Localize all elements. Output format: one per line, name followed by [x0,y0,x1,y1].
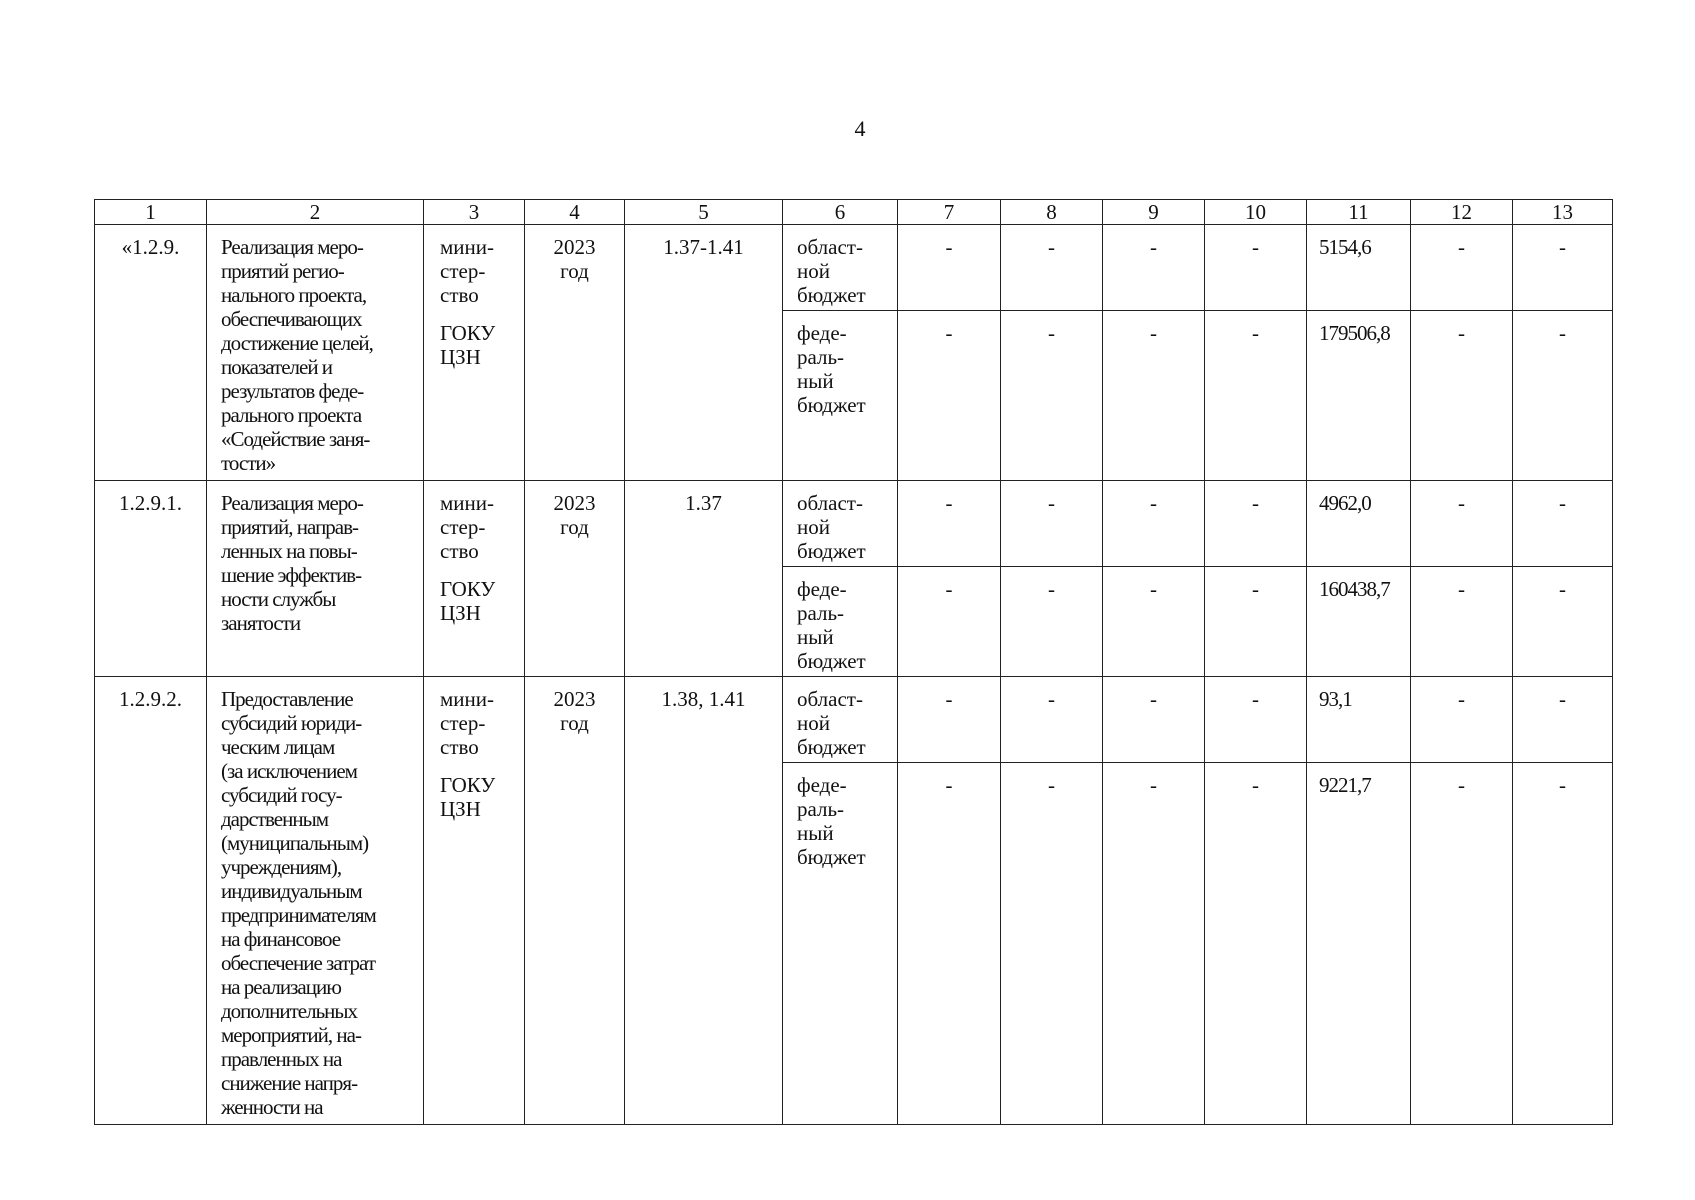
value-c8: - [1001,763,1103,1125]
table-row [95,225,1613,311]
measure-number-text: 1.2.9.2. [119,687,182,711]
measure-name-line: индивидуальным [221,879,362,903]
executor-line: ГОКУ [440,773,496,797]
funding-source [783,481,898,567]
value-c10: - [1205,763,1307,1125]
executor-line: ГОКУ [440,577,496,601]
funding-source-line: раль- [797,345,845,369]
value-c10: - [1205,311,1307,481]
period-line: год [560,259,589,283]
period [525,677,625,1125]
executor [424,481,525,677]
funding-source-line: област- [797,235,863,259]
value-c11: 179506,8 [1307,311,1411,481]
measure-name-line: занятости [221,611,301,635]
executor-line: ЦЗН [440,601,481,625]
executor-line: стер- [440,259,486,283]
executor-secondary [440,773,520,821]
funding-source-line: ной [797,259,830,283]
measure-name-line: нального проекта, [221,283,367,307]
funding-source-line: бюджет [797,393,866,417]
column-header-5: 5 [625,200,783,225]
measure-name-line: мероприятий, на- [221,1023,361,1047]
measure-name-line: Реализация меро- [221,491,363,515]
executor-secondary [440,321,520,369]
measure-name-line: (за исключением [221,759,357,783]
page-number: 4 [854,116,866,141]
executor-line: стер- [440,711,486,735]
measure-name-line: ленных на повы- [221,539,357,563]
executor [424,677,525,1125]
executor-line: мини- [440,491,494,515]
value-c13: - [1513,311,1613,481]
period-line: год [560,515,589,539]
measure-name-line: приятий регио- [221,259,344,283]
value-c11: 5154,6 [1307,225,1411,311]
measure-name-line: результатов феде- [221,379,364,403]
funding-source-line: ный [797,625,834,649]
measure-name-line: предпринимателям [221,903,376,927]
value-c9: - [1103,311,1205,481]
value-c7: - [898,763,1001,1125]
value-c7: - [898,311,1001,481]
period-line: 2023 [553,687,596,711]
measure-name-line: субсидий госу- [221,783,342,807]
executor-line: ство [440,735,479,759]
executor-line: стер- [440,515,486,539]
value-c12: - [1411,481,1513,567]
measure-name-line: ческим лицам [221,735,335,759]
column-header-10: 10 [1205,200,1307,225]
measure-name-line: обеспечение затрат [221,951,375,975]
period-line: 2023 [553,491,596,515]
measure-name-line: шение эффектив- [221,563,362,587]
indicators [625,677,783,1125]
indicators [625,225,783,481]
value-c10: - [1205,225,1307,311]
measure-name-line: рального проекта [221,403,362,427]
funding-source [783,677,898,763]
table-row [95,677,1613,763]
column-header-2: 2 [207,200,424,225]
executor-line: ЦЗН [440,345,481,369]
funding-source [783,225,898,311]
measure-name-line: женности на [221,1095,323,1119]
funding-source-line: бюджет [797,539,866,563]
value-c13: - [1513,763,1613,1125]
funding-source-line: ной [797,515,830,539]
value-c9: - [1103,567,1205,677]
measure-name-line: достижение целей, [221,331,373,355]
funding-source [783,567,898,677]
value-c9: - [1103,481,1205,567]
measure-name-line: Предоставление [221,687,353,711]
measure-name-line: снижение напря- [221,1071,358,1095]
measure-number [95,677,207,1125]
indicators [625,481,783,677]
funding-source [783,763,898,1125]
funding-source [783,311,898,481]
funding-source-line: бюджет [797,649,866,673]
value-c10: - [1205,481,1307,567]
table-row [95,481,1613,567]
measure-name-line: субсидий юриди- [221,711,362,735]
value-c13: - [1513,225,1613,311]
measure-number [95,225,207,481]
funding-source-line: раль- [797,797,845,821]
measure-name-line: правленных на [221,1047,342,1071]
measure-number-text: 1.2.9.1. [119,491,182,515]
value-c8: - [1001,311,1103,481]
funding-source-line: феде- [797,773,847,797]
column-header-4: 4 [525,200,625,225]
measure-name-line: на финансовое [221,927,341,951]
value-c7: - [898,567,1001,677]
measure-name [207,225,424,481]
value-c8: - [1001,677,1103,763]
column-number-header [95,200,1613,225]
measure-name [207,481,424,677]
indicators-text: 1.37-1.41 [663,235,744,259]
value-c12: - [1411,225,1513,311]
value-c12: - [1411,567,1513,677]
value-c12: - [1411,677,1513,763]
value-c11: 93,1 [1307,677,1411,763]
measure-name-line: Реализация меро- [221,235,363,259]
measure-name-line: учреждениям), [221,855,342,879]
indicators-text: 1.37 [685,491,722,515]
measure-name-line: «Содействие заня- [221,427,370,451]
value-c8: - [1001,225,1103,311]
value-c13: - [1513,481,1613,567]
column-header-3: 3 [424,200,525,225]
column-header-7: 7 [898,200,1001,225]
value-c11: 4962,0 [1307,481,1411,567]
table-body [95,225,1613,1125]
column-header-6: 6 [783,200,898,225]
value-c12: - [1411,311,1513,481]
column-header-1: 1 [95,200,207,225]
value-c12: - [1411,763,1513,1125]
budget-table [94,199,1613,1125]
measure-name-line: тости» [221,451,276,475]
value-c13: - [1513,677,1613,763]
funding-source-line: феде- [797,577,847,601]
period-line: год [560,711,589,735]
value-c7: - [898,481,1001,567]
executor-line: ГОКУ [440,321,496,345]
header-row [95,200,1613,225]
executor-line: ЦЗН [440,797,481,821]
executor-line: ство [440,283,479,307]
column-header-8: 8 [1001,200,1103,225]
column-header-13: 13 [1513,200,1613,225]
value-c10: - [1205,567,1307,677]
value-c8: - [1001,567,1103,677]
value-c11: 9221,7 [1307,763,1411,1125]
measure-name-line: обеспечивающих [221,307,362,331]
funding-source-line: ный [797,821,834,845]
column-header-11: 11 [1307,200,1411,225]
funding-source-line: област- [797,491,863,515]
value-c8: - [1001,481,1103,567]
executor-line: ство [440,539,479,563]
period [525,225,625,481]
funding-source-line: ной [797,711,830,735]
funding-source-line: раль- [797,601,845,625]
column-header-12: 12 [1411,200,1513,225]
funding-source-line: феде- [797,321,847,345]
executor-secondary [440,577,520,625]
measure-name [207,677,424,1125]
value-c7: - [898,677,1001,763]
value-c9: - [1103,763,1205,1125]
executor [424,225,525,481]
value-c7: - [898,225,1001,311]
column-header-9: 9 [1103,200,1205,225]
measure-name-line: приятий, направ- [221,515,359,539]
measure-name-line: показателей и [221,355,333,379]
measure-name-line: на реализацию [221,975,341,999]
executor-line: мини- [440,235,494,259]
measure-name-line: (муниципальным) [221,831,369,855]
measure-name-line: дарственным [221,807,328,831]
funding-source-line: бюджет [797,845,866,869]
measure-number [95,481,207,677]
measure-name-line: дополнительных [221,999,358,1023]
funding-source-line: бюджет [797,283,866,307]
funding-source-line: бюджет [797,735,866,759]
value-c9: - [1103,225,1205,311]
value-c10: - [1205,677,1307,763]
value-c13: - [1513,567,1613,677]
funding-source-line: ный [797,369,834,393]
indicators-text: 1.38, 1.41 [661,687,746,711]
period [525,481,625,677]
executor-line: мини- [440,687,494,711]
measure-name-line: ности службы [221,587,336,611]
value-c11: 160438,7 [1307,567,1411,677]
funding-source-line: област- [797,687,863,711]
value-c9: - [1103,677,1205,763]
period-line: 2023 [553,235,596,259]
measure-number-text: «1.2.9. [121,235,180,259]
